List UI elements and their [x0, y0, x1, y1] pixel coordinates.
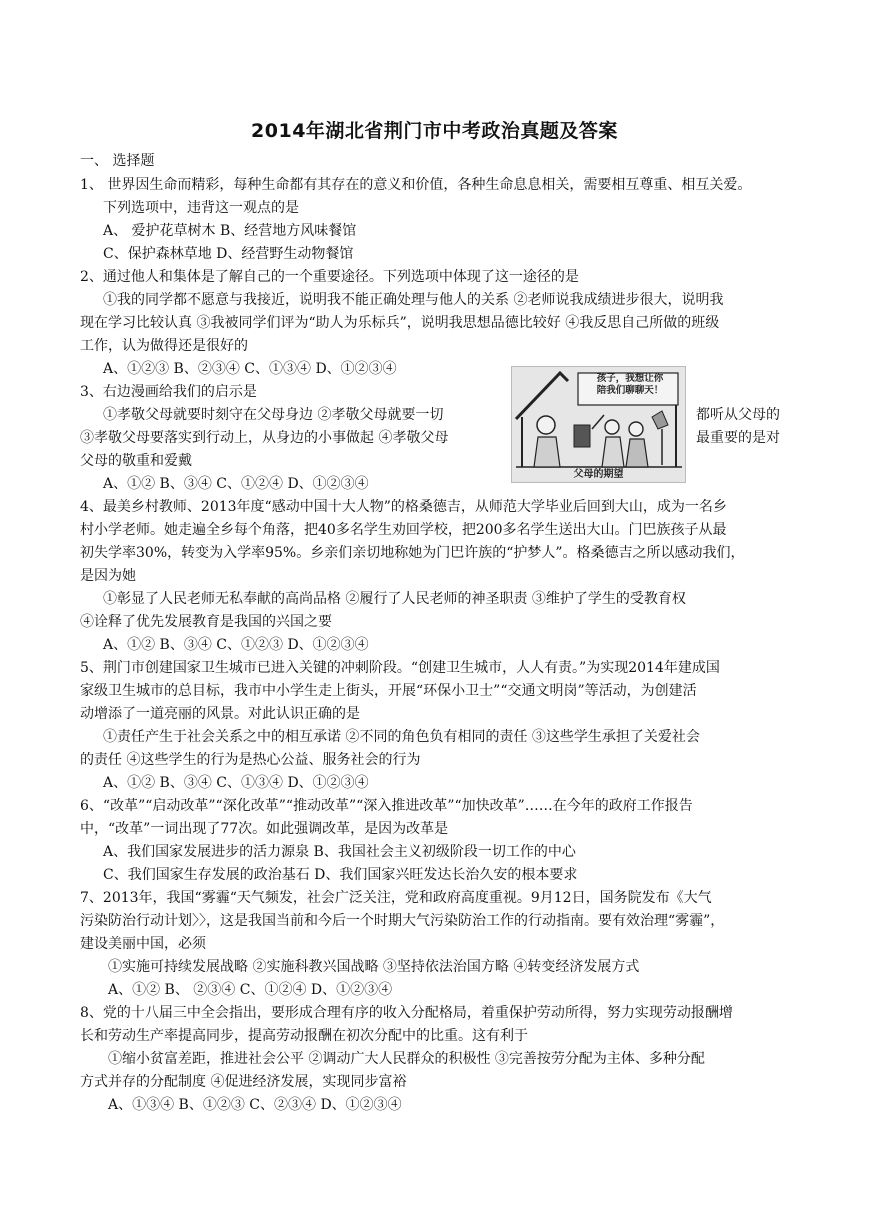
question-2-statements-end: 工作，认为做得还是很好的 — [80, 338, 248, 354]
question-7-options: A、①② B、 ②③④ C、①②④ D、①②③④ — [108, 982, 393, 998]
question-4-stem-cont-2: 初失学率30%，转变为入学率95%。乡亲们亲切地称她为门巴许族的“护梦人”。格桑德吉之所以感动我们， — [80, 545, 745, 561]
question-5-stem-end: 动增添了一道亮丽的风景。对此认识正确的是 — [80, 706, 360, 722]
question-8-statements-end: 方式并存的分配制度 ④促进经济发展，实现同步富裕 — [80, 1074, 407, 1090]
question-1-options-ab: A、 爱护花草树木 B、经营地方风味餐馆 — [103, 223, 357, 239]
question-7-stem-end: 建设美丽中国，必须 — [80, 936, 206, 952]
question-5-stem-cont: 家级卫生城市的总目标，我市中小学生走上街头，开展“环保小卫士”“交通文明岗”等活动，为创建活 — [80, 683, 697, 699]
question-4-options: A、①② B、③④ C、①②③ D、①②③④ — [103, 637, 369, 653]
question-5-statements: ①责任产生于社会关系之中的相互承诺 ②不同的角色负有相同的责任 ③这些学生承担了关爱社会 — [103, 729, 700, 745]
question-6-options-ab: A、我们国家发展进步的活力源泉 B、我国社会主义初级阶段一切工作的中心 — [103, 844, 576, 860]
question-8-statements: ①缩小贫富差距，推进社会公平 ②调动广大人民群众的积极性 ③完善按劳分配为主体、多种分配 — [108, 1051, 705, 1067]
question-2-stem: 2、通过他人和集体是了解自己的一个重要途径。下列选项中体现了这一途径的是 — [80, 269, 579, 285]
question-8-stem: 8、党的十八届三中全会指出，要形成合理有序的收入分配格局，着重保护劳动所得，努力实现劳动报酬增 — [80, 1005, 733, 1021]
question-4-statements: ①彰显了人民老师无私奉献的高尚品格 ②履行了人民老师的神圣职责 ③维护了学生的受教育权 — [103, 591, 686, 607]
question-4-statements-end: ④诠释了优先发展教育是我国的兴国之要 — [80, 614, 332, 630]
question-4-stem: 4、最美乡村教师、2013年度“感动中国十大人物”的格桑德吉，从师范大学毕业后回到大山，成为一名乡 — [80, 499, 727, 515]
question-7-statements: ①实施可持续发展战略 ②实施科教兴国战略 ③坚持依法治国方略 ④转变经济发展方式 — [108, 959, 640, 975]
question-3-statements: ①孝敬父母就要时刻守在父母身边 ②孝敬父母就要一切 — [103, 407, 444, 423]
question-2-statements: ①我的同学都不愿意与我接近，说明我不能正确处理与他人的关系 ②老师说我成绩进步很大，说明我 — [103, 292, 724, 308]
question-3-options: A、①② B、③④ C、①②④ D、①②③④ — [103, 476, 369, 492]
comic-caption: 父母的期望 — [573, 469, 624, 480]
question-6-options-cd: C、我们国家生存发展的政治基石 D、我们国家兴旺发达长治久安的根本要求 — [103, 867, 578, 883]
comic-speech-line-2: 陪我们聊聊天！ — [596, 385, 664, 396]
question-6-stem-end: 中，“改革”一词出现了77次。如此强调改革，是因为改革是 — [80, 821, 449, 837]
question-7-stem-cont: 污染防治行动计划〉〉，这是我国当前和今后一个时期大气污染防治工作的行动指南。要有效治理“雾霾”， — [80, 913, 725, 929]
question-8-stem-end: 长和劳动生产率提高同步，提高劳动报酬在初次分配中的比重。这有利于 — [80, 1028, 528, 1044]
question-1-stem: 1、 世界因生命而精彩，每种生命都有其存在的意义和价值，各种生命息息相关，需要相互尊重、相互关爱。 — [80, 177, 752, 193]
question-2-options: A、①②③ B、②③④ C、①③④ D、①②③④ — [103, 361, 397, 377]
question-8-options: A、①③④ B、①②③ C、②③④ D、①②③④ — [108, 1097, 402, 1113]
question-4-stem-end: 是因为她 — [80, 568, 136, 584]
question-5-statements-end: 的责任 ④这些学生的行为是热心公益、服务社会的行为 — [80, 752, 421, 768]
question-4-stem-cont: 村小学老师。她走遍全乡每个角落，把40多名学生劝回学校，把200多名学生送出大山。门巴族孩子从最 — [80, 522, 727, 538]
question-3-statements-right: 都听从父母的 — [696, 407, 780, 423]
question-6-stem: 6、“改革”“启动改革”“深化改革”“推动改革”“深入推进改革”“加快改革”……在今年的政府工作报告 — [80, 798, 693, 814]
question-1-stem-cont: 下列选项中，违背这一观点的是 — [103, 200, 299, 216]
question-3-statements-cont-right: 最重要的是对 — [696, 430, 780, 446]
comic-speech-line-1: 孩子，我想让你 — [596, 373, 664, 384]
question-2-statements-cont: 现在学习比较认真 ③我被同学们评为“助人为乐标兵”，说明我思想品德比较好 ④我反思自己所做的班级 — [80, 315, 720, 331]
section-heading: 一、 选择题 — [80, 153, 155, 169]
comic-illustration — [511, 366, 686, 483]
question-1-options-cd: C、保护森林草地 D、经营野生动物餐馆 — [103, 246, 354, 262]
question-5-stem: 5、荆门市创建国家卫生城市已进入关键的冲刺阶段。“创建卫生城市，人人有责。”为实现2014年建成国 — [80, 660, 720, 676]
comic-speech-bubble — [580, 373, 680, 407]
question-3-stem: 3、右边漫画给我们的启示是 — [80, 384, 257, 400]
question-5-options: A、①② B、③④ C、①③④ D、①②③④ — [103, 775, 369, 791]
question-7-stem: 7、2013年，我国“雾霾“天气频发，社会广泛关注，党和政府高度重视。9月12日，国务院发布《大气 — [80, 890, 712, 906]
question-3-statements-end: 父母的敬重和爱戴 — [80, 453, 192, 469]
question-3-statements-cont: ③孝敬父母要落实到行动上，从身边的小事做起 ④孝敬父母 — [80, 430, 449, 446]
document-title: 2014年湖北省荆门市中考政治真题及答案 — [251, 120, 618, 142]
